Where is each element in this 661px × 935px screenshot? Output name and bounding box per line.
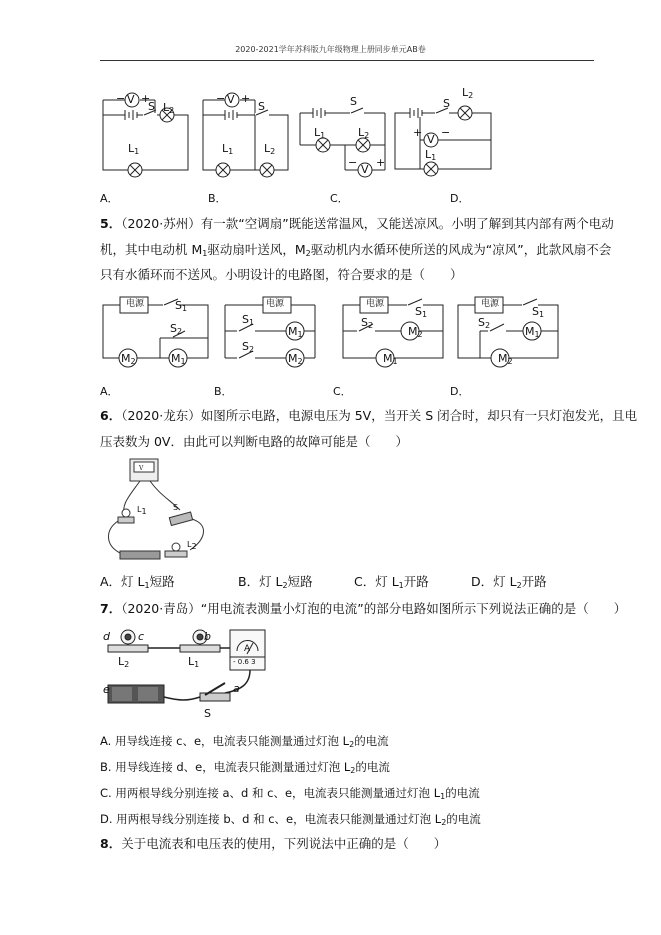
q4d-voltmeter-label: V <box>427 133 435 146</box>
q5c-s1-label: $S_1$ <box>415 305 428 319</box>
q6-fig-l1-label: $L_1$ <box>137 505 147 516</box>
q4-figure-a <box>103 93 188 177</box>
q4-option-b[interactable]: B． <box>208 192 227 205</box>
q5b-m2: $M_2$ <box>288 352 303 366</box>
q7-line-1: 7．（2020·青岛）“用电流表测量小灯泡的电流”的部分电路如图所示下列说法正确的是（ ） <box>100 601 627 616</box>
q5a-m1: $M_1$ <box>171 352 186 366</box>
q5b-source-label: 电源 <box>266 299 285 309</box>
q5d-m1: $M_1$ <box>525 325 540 339</box>
q5b-s1-label: $S_1$ <box>242 313 255 327</box>
q7-fig-scale: - 0.6 3 <box>233 658 256 666</box>
q5a-s1-label: $S_1$ <box>175 299 188 313</box>
q5c-source-label: 电源 <box>366 299 385 309</box>
q5-option-d[interactable]: D． <box>450 385 470 398</box>
q7-fig-l1: $L_1$ <box>188 655 200 669</box>
q4b-plus: + <box>241 92 251 105</box>
q7-fig-b: b <box>204 630 211 643</box>
q6-fig-l2-label: $L_2$ <box>187 540 197 551</box>
q4b-l1-label: $L_1$ <box>222 142 234 156</box>
q4-figure-c <box>300 108 385 177</box>
q6-option-c[interactable]: C．灯 $L_1$开路 <box>354 574 429 590</box>
q4c-l2-label: $L_2$ <box>358 126 370 140</box>
q5-line-3: 只有水循环而不送风。小明设计的电路图，符合要求的是（ ） <box>100 267 463 282</box>
q7-fig-a: a <box>233 682 240 695</box>
q5-option-c[interactable]: C． <box>333 385 352 398</box>
q5a-m2: $M_2$ <box>121 352 136 366</box>
q5a-s2-label: $S_2$ <box>170 322 183 336</box>
q7-option-a[interactable]: A. 用导线连接 c、e，电流表只能测量通过灯泡 $L_2$的电流 <box>100 734 389 749</box>
q5b-m1: $M_1$ <box>288 325 303 339</box>
q4b-voltmeter-label: V <box>227 93 235 106</box>
q4-option-d[interactable]: D． <box>450 192 470 205</box>
q4c-switch-label: S <box>350 95 357 108</box>
q6-line-2: 压表数为 0V．由此可以判断电路的故障可能是（ ） <box>100 434 408 449</box>
q6-option-d[interactable]: D．灯 $L_2$开路 <box>471 574 547 590</box>
q4c-minus: − <box>348 156 358 169</box>
q4a-l2-label: $L_2$ <box>163 101 175 115</box>
q7-option-b[interactable]: B. 用导线连接 d、e，电流表只能测量通过灯泡 $L_2$的电流 <box>100 760 390 775</box>
q4c-l1-label: $L_1$ <box>314 126 326 140</box>
q7-fig-l2: $L_2$ <box>118 655 130 669</box>
q7-fig-e: e <box>103 683 110 696</box>
q7-fig-s: S <box>204 707 211 720</box>
q5b-s2-label: $S_2$ <box>242 340 255 354</box>
q5-option-b[interactable]: B． <box>214 385 233 398</box>
q8-line-1: 8．关于电流表和电压表的使用，下列说法中正确的是（ ） <box>100 836 447 851</box>
q7-option-d[interactable]: D. 用两根导线分别连接 b、d 和 c、e，电流表只能测量通过灯泡 $L_2$的电流 <box>100 812 481 827</box>
q4-option-c[interactable]: C． <box>330 192 349 205</box>
q4d-plus: + <box>413 126 423 139</box>
q7-fig-d: d <box>103 630 110 643</box>
q4-figure-d <box>395 106 491 176</box>
q6-option-a[interactable]: A．灯 $L_1$短路 <box>100 574 175 590</box>
q5c-m1: $M_1$ <box>383 352 398 366</box>
q5d-s1-label: $S_1$ <box>532 305 545 319</box>
q4c-plus: + <box>376 156 386 169</box>
q7-fig-ammeter-a: A <box>244 644 251 654</box>
q7-fig-c: c <box>138 630 145 643</box>
q7-circuit-figure <box>100 625 280 725</box>
q7-option-c[interactable]: C. 用两根导线分别连接 a、d 和 c、e，电流表只能测量通过灯泡 $L_1$的电流 <box>100 786 480 801</box>
q4c-voltmeter-label: V <box>361 163 369 176</box>
q4a-voltmeter-label: V <box>127 93 135 106</box>
q6-fig-s-label: S <box>173 503 179 512</box>
q4a-plus: + <box>141 92 151 105</box>
q4a-switch-label: S <box>148 100 155 113</box>
q4b-l2-label: $L_2$ <box>264 142 276 156</box>
q5d-source-label: 电源 <box>481 299 500 309</box>
q4b-switch-label: S <box>258 100 265 113</box>
q4-figure-b <box>203 93 288 177</box>
q6-line-1: 6．（2020·龙东）如图所示电路，电源电压为 5V，当开关 S 闭合时，却只有一只灯泡发光，且电 <box>100 408 638 423</box>
q4d-l1-label: $L_1$ <box>425 148 437 162</box>
q5-line-1: 5．（2020·苏州）有一款“空调扇”既能送常温风，又能送凉风。小明了解到其内部有两个电动 <box>100 216 614 231</box>
page-header: 2020-2021学年苏科版九年级物理上册同步单元AB卷 <box>235 45 426 54</box>
q4d-minus: − <box>441 126 451 139</box>
q5-figure-a <box>103 297 208 367</box>
q5-line-2: 机，其中电动机 $M_1$驱动扇叶送风，$M_2$驱动机内水循环使所送的风成为“凉风”，此款风扇不会 <box>100 242 612 258</box>
q5d-s2-label: $S_2$ <box>478 316 491 330</box>
q5-option-a[interactable]: A． <box>100 385 119 398</box>
q4a-l1-label: $L_1$ <box>128 142 140 156</box>
q5c-m2: $M_2$ <box>408 325 423 339</box>
q6-option-b[interactable]: B．灯 $L_2$短路 <box>238 574 313 590</box>
q4d-switch-label: S <box>443 97 450 110</box>
q4d-l2-label: $L_2$ <box>462 86 474 100</box>
header-divider <box>100 60 594 61</box>
svg-text:V: V <box>139 465 144 472</box>
q4-option-a[interactable]: A． <box>100 192 119 205</box>
q5c-s2-label: $S_2$ <box>361 316 374 330</box>
q4a-minus: − <box>116 92 126 105</box>
q5a-source-label: 电源 <box>126 299 145 309</box>
q4b-minus: − <box>216 92 226 105</box>
q5d-m2: $M_2$ <box>498 352 513 366</box>
